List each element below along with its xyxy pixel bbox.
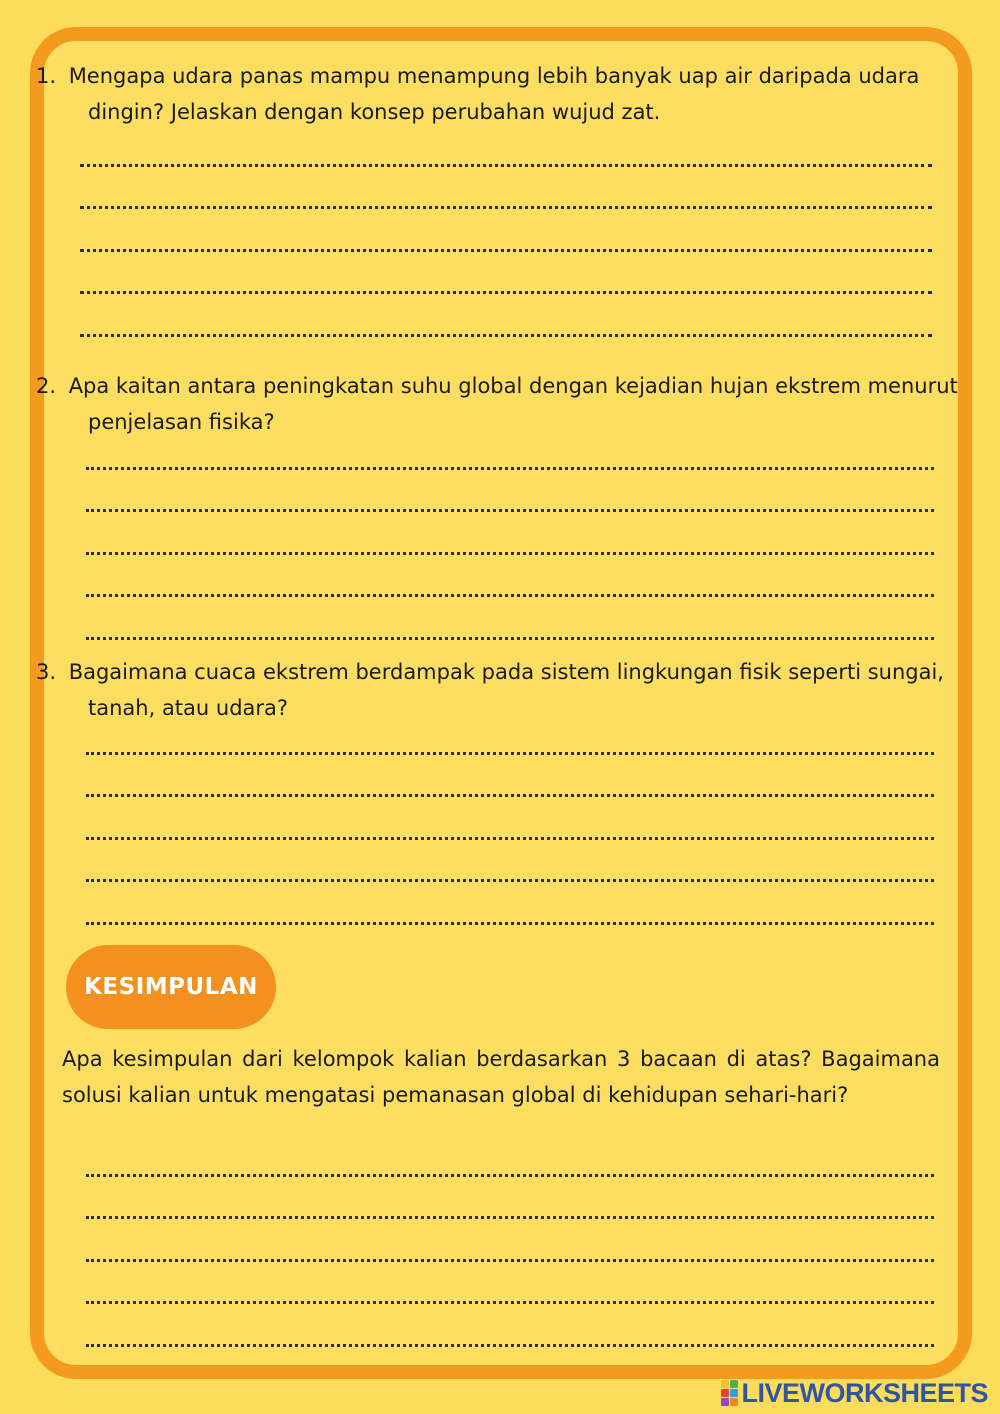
answer-line[interactable] — [86, 522, 934, 565]
answer-line[interactable] — [86, 850, 934, 893]
answer-line[interactable] — [80, 219, 932, 262]
answer-line[interactable] — [80, 262, 932, 305]
answer-area-3[interactable] — [86, 722, 934, 935]
liveworksheets-logo[interactable] — [721, 1378, 988, 1408]
answer-line[interactable] — [86, 765, 934, 808]
question-text: Bagaimana cuaca ekstrem berdampak pada sistem lingkungan fisik seperti sungai, tanah, atau udara? — [68, 660, 944, 720]
answer-line[interactable] — [80, 177, 932, 220]
answer-area-1[interactable] — [80, 134, 932, 347]
answer-line[interactable] — [86, 607, 934, 650]
answer-line[interactable] — [86, 1272, 934, 1315]
answer-line[interactable] — [80, 304, 932, 347]
answer-line[interactable] — [86, 565, 934, 608]
answer-line[interactable] — [86, 1187, 934, 1230]
answer-line[interactable] — [86, 1144, 934, 1187]
question-1 — [62, 58, 968, 130]
brand-name: LIVEWORKSHEETS — [741, 1377, 988, 1408]
answer-line[interactable] — [80, 134, 932, 177]
answer-line[interactable] — [86, 892, 934, 935]
answer-line[interactable] — [86, 480, 934, 523]
liveworksheets-logo-icon — [721, 1380, 738, 1406]
question-2 — [62, 368, 968, 440]
answer-area-conclusion[interactable] — [86, 1144, 934, 1357]
answer-line[interactable] — [86, 807, 934, 850]
answer-area-2[interactable] — [86, 437, 934, 650]
conclusion-badge: KESIMPULAN — [66, 945, 276, 1029]
conclusion-prompt: Apa kesimpulan dari kelompok kalian berdasarkan 3 bacaan di atas? Bagaimana solusi kalian untuk mengatasi pemanasan global di kehidupan sehari-hari? — [62, 1047, 940, 1107]
answer-line[interactable] — [86, 1314, 934, 1357]
answer-line[interactable] — [86, 722, 934, 765]
question-3 — [62, 654, 968, 726]
answer-line[interactable] — [86, 1229, 934, 1272]
question-text: Apa kaitan antara peningkatan suhu global dengan kejadian hujan ekstrem menurut penjelasan fisika? — [68, 374, 958, 434]
question-text: Mengapa udara panas mampu menampung lebih banyak uap air daripada udara dingin? Jelaskan dengan konsep perubahan wujud zat. — [68, 64, 920, 124]
answer-line[interactable] — [86, 437, 934, 480]
